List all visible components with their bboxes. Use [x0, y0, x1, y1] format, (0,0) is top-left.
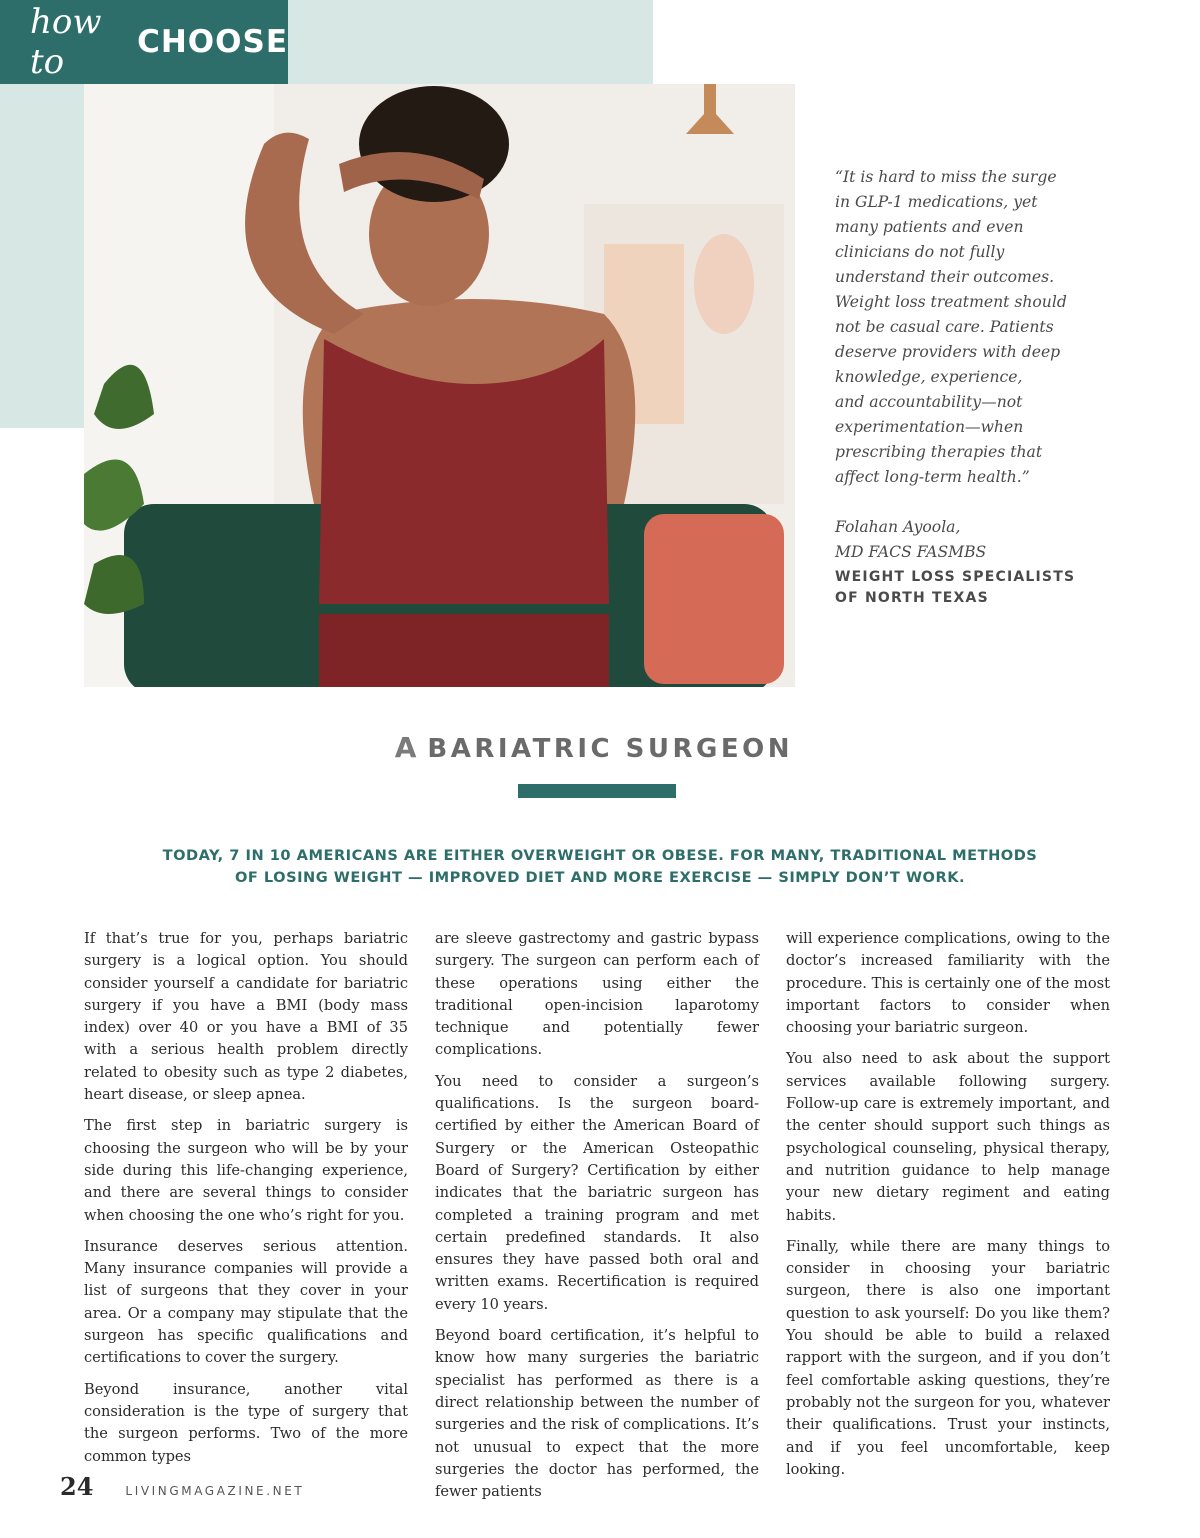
body-column-2 [435, 928, 759, 1512]
pull-quote-line: “It is hard to miss the surge [835, 168, 1057, 186]
page-number: 24 [60, 1472, 94, 1501]
body-paragraph: Insurance deserves serious attention. Many insurance companies will provide a list of surgeons that they cover in your area. Or a company may stipulate that the surgeon has specific qualifications and certifications to cover the surgery. [84, 1237, 408, 1367]
deck-line: TODAY, 7 IN 10 AMERICANS ARE EITHER OVERWEIGHT OR OBESE. FOR MANY, TRADITIONAL METHODS [162, 847, 1038, 864]
pull-quote-line: deserve providers with deep [835, 343, 1061, 361]
body-column-1 [84, 928, 408, 1477]
article-headline [0, 727, 793, 765]
pull-quote-line: and accountability—not [835, 393, 1023, 411]
body-column-3 [786, 928, 1110, 1490]
pull-quote [835, 165, 1085, 490]
attribution-organization [835, 567, 1135, 609]
headline-prefix: A [394, 731, 420, 764]
body-paragraph: Beyond insurance, another vital consideration is the type of surgery that the surgeon performs. Two of the more common types [84, 1380, 408, 1465]
headline-rule [518, 784, 676, 798]
body-paragraph: will experience complications, owing to the doctor’s increased familiarity with the procedure. This is certainly one of the most important factors to consider when choosing your bariatric surgeon. [786, 930, 1110, 1037]
section-tab [0, 0, 288, 84]
headline-main: BARIATRIC SURGEON [427, 734, 793, 764]
body-paragraph: are sleeve gastrectomy and gastric bypass surgery. The surgeon can perform each of these operations using either the traditional open-incision laparotomy technique and potentially fewer complications. [435, 930, 759, 1059]
page-footer [60, 1472, 304, 1501]
pull-quote-line: knowledge, experience, [835, 368, 1023, 386]
site-url: LIVINGMAGAZINE.NET [125, 1484, 305, 1498]
deck-line: OF LOSING WEIGHT — IMPROVED DIET AND MORE EXERCISE — SIMPLY DON’T WORK. [234, 869, 966, 886]
article-deck [150, 845, 1050, 889]
attribution-name: Folahan Ayoola, [835, 518, 961, 536]
body-paragraph: Beyond board certification, it’s helpful to know how many surgeries the bariatric specialist has performed as there is a direct relationship between the number of surgeries and the risk of complications. It’s not unusual to expect that the more surgeries the doctor has performed, the fewer patients [435, 1327, 759, 1501]
body-paragraph: If that’s true for you, perhaps bariatric surgery is a logical option. You should consider yourself a candidate for bariatric surgery if you have a BMI (body mass index) over 40 or you have a BMI of 35 with a serious health problem directly related to obesity such as type 2 diabetes, heart disease, or sleep apnea. [84, 930, 408, 1104]
attribution-credentials: MD FACS FASMBS [835, 543, 987, 561]
body-paragraph: Finally, while there are many things to consider in choosing your bariatric surgeon, there is also one important question to ask yourself: Do you like them? You should be able to build a relaxed rapport with the surgeon, and if you don’t feel comfortable asking questions, they’re probably not the surgeon for you, whatever their qualifications. Trust your instincts, and if you feel uncomfortable, keep looking. [786, 1237, 1110, 1478]
pull-quote-line: clinicians do not fully [835, 243, 1005, 261]
pull-quote-line: affect long-term health.” [835, 468, 1030, 486]
feature-photo [84, 84, 795, 687]
section-tab-italic: how to [30, 2, 102, 82]
attribution-org-line: WEIGHT LOSS SPECIALISTS [835, 569, 1076, 585]
section-tab-bold: CHOOSE [137, 24, 288, 60]
body-paragraph: The first step in bariatric surgery is choosing the surgeon who will be by your side during this life-changing experience, and there are several things to consider when choosing the one who’s right for you. [84, 1117, 408, 1224]
pull-quote-line: understand their outcomes. [835, 268, 1055, 286]
quote-attribution [835, 515, 1135, 609]
pull-quote-line: many patients and even [835, 218, 1024, 236]
pull-quote-line: Weight loss treatment should [835, 293, 1067, 311]
pull-quote-line: not be casual care. Patients [835, 318, 1054, 336]
pull-quote-line: experimentation—when [835, 418, 1024, 436]
pull-quote-line: in GLP-1 medications, yet [835, 193, 1038, 211]
body-paragraph: You also need to ask about the support services available following surgery. Follow-up care is extremely important, and the center should support such things as psychological counseling, physical therapy, and nutrition guidance to help manage your new dietary regiment and eating habits. [786, 1050, 1110, 1224]
decorative-band-top [287, 0, 653, 84]
body-paragraph: You need to consider a surgeon’s qualifications. Is the surgeon board-certified by either the American Board of Surgery or the American Osteopathic Board of Surgery? Certification by either indicates that the bariatric surgeon has completed a training program and met certain predefined standards. It also ensures they have passed both oral and written exams. Recertification is required every 10 years. [435, 1072, 759, 1313]
pull-quote-line: prescribing therapies that [835, 443, 1043, 461]
attribution-org-line: OF NORTH TEXAS [835, 590, 989, 606]
woman-photo-illustration [84, 84, 795, 687]
